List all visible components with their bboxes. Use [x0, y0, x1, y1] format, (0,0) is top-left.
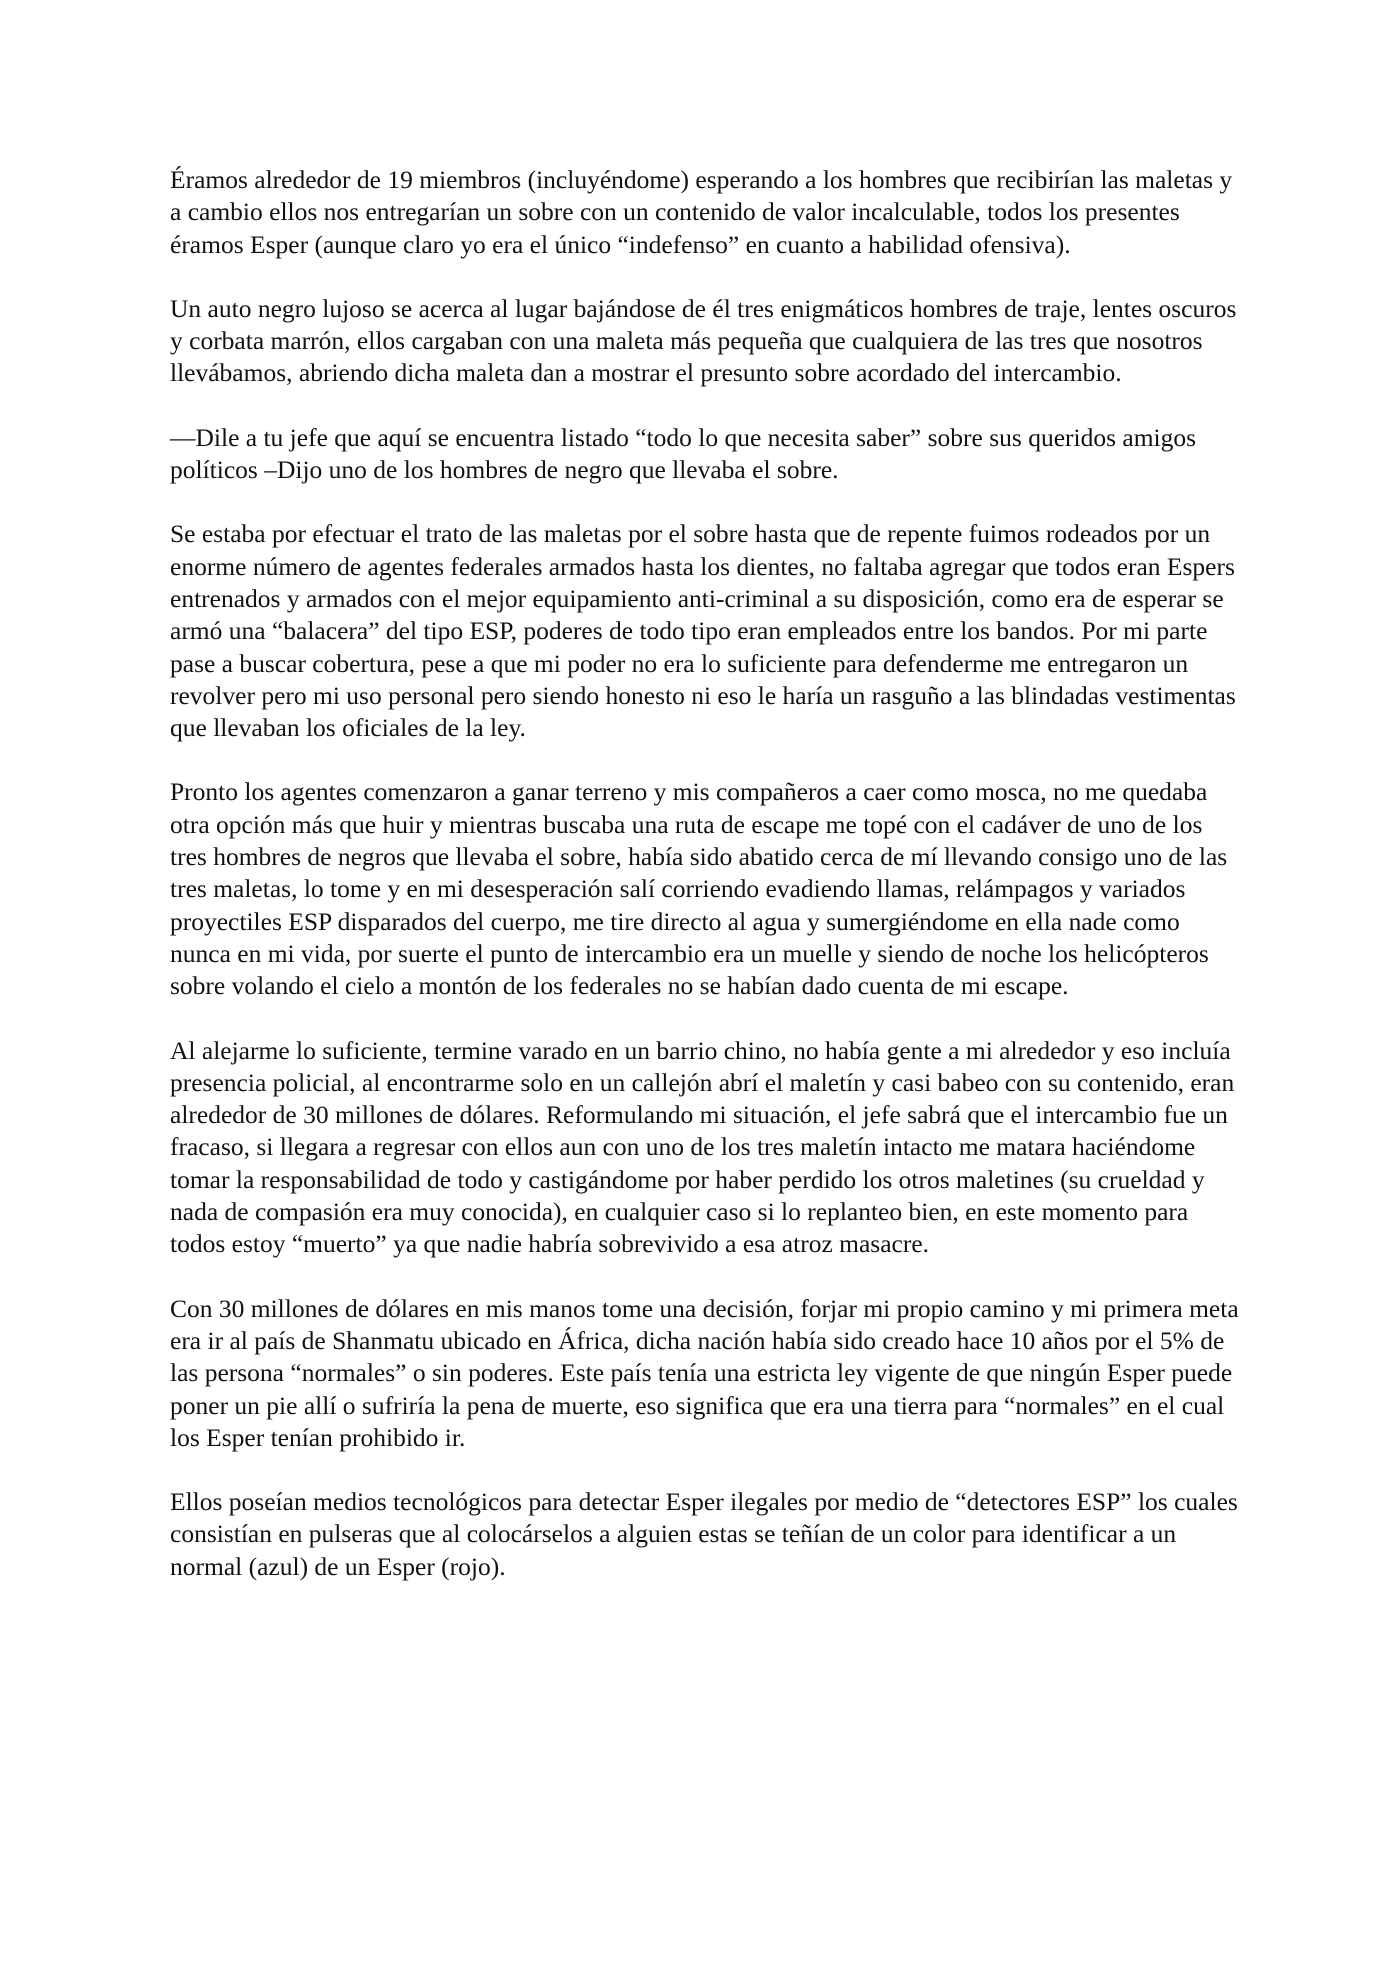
paragraph-5: Pronto los agentes comenzaron a ganar terreno y mis compañeros a caer como mosca, no me quedaba otra opción más que huir y mientras buscaba una ruta de escape me topé con el cadáver de uno de los tres hombres de negros que llevaba el sobre, había sido abatido cerca de mí llevando consigo uno de las tres maletas, lo tome y en mi desesperación salí corriendo evadiendo llamas, relámpagos y variados proyectiles ESP disparados del cuerpo, me tire directo al agua y sumergiéndome en ella nade como nunca en mi vida, por suerte el punto de intercambio era un muelle y siendo de noche los helicópteros sobre volando el cielo a montón de los federales no se habían dado cuenta de mi escape. — [170, 777, 1228, 1001]
document-body — [170, 164, 1240, 1615]
paragraph-8: Ellos poseían medios tecnológicos para detectar Esper ilegales por medio de “detectores ESP” los cuales consistían en pulseras que al colocárselos a alguien estas se teñían de un color para identificar a un normal (azul) de un Esper (rojo). — [170, 1487, 1238, 1581]
paragraph-3-dialogue: —Dile a tu jefe que aquí se encuentra listado “todo lo que necesita saber” sobre sus queridos amigos políticos –Dijo uno de los hombres de negro que llevaba el sobre. — [170, 422, 1197, 485]
paragraph-4: Se estaba por efectuar el trato de las maletas por el sobre hasta que de repente fuimos rodeados por un enorme número de agentes federales armados hasta los dientes, no faltaba agregar que todos eran Espers entrenados y armados con el mejor equipamiento anti-criminal a su disposición, como era de esperar se armó una “balacera” del tipo ESP, poderes de todo tipo eran empleados entre los bandos. Por mi parte pase a buscar cobertura, pese a que mi poder no era lo suficiente para defenderme me entregaron un revolver pero mi uso personal pero siendo honesto ni eso le haría un rasguño a las blindadas vestimentas que llevaban los oficiales de la ley. — [170, 519, 1236, 743]
paragraph-2: Un auto negro lujoso se acerca al lugar bajándose de él tres enigmáticos hombres de traje, lentes oscuros y corbata marrón, ellos cargaban con una maleta más pequeña que cualquiera de las tres que nosotros llevábamos, abriendo dicha maleta dan a mostrar el presunto sobre acordado del intercambio. — [170, 293, 1237, 388]
paragraph-6: Al alejarme lo suficiente, termine varado en un barrio chino, no había gente a mi alrededor y eso incluía presencia policial, al encontrarme solo en un callejón abrí el maletín y casi babeo con su contenido, eran alrededor de 30 millones de dólares. Reformulando mi situación, el jefe sabrá que el intercambio fue un fracaso, si llegara a regresar con ellos aun con uno de los tres maletín intacto me matara haciéndome tomar la responsabilidad de todo y castigándome por haber perdido los otros maletines (su crueldad y nada de compasión era muy conocida), en cualquier caso si lo replanteo bien, en este momento para todos estoy “muerto” ya que nadie habría sobrevivido a esa atroz masacre. — [170, 1035, 1235, 1259]
paragraph-1: Éramos alrededor de 19 miembros (incluyéndome) esperando a los hombres que recibirían las maletas y a cambio ellos nos entregarían un sobre con un contenido de valor incalculable, todos los presentes éramos Esper (aunque claro yo era el único “indefenso” en cuanto a habilidad ofensiva). — [170, 165, 1233, 259]
paragraph-7: Con 30 millones de dólares en mis manos tome una decisión, forjar mi propio camino y mi primera meta era ir al país de Shanmatu ubicado en África, dicha nación había sido creado hace 10 años por el 5% de las persona “normales” o sin poderes. Este país tenía una estricta ley vigente de que ningún Esper puede poner un pie allí o sufriría la pena de muerte, eso significa que era una tierra para “normales” en el cual los Esper tenían prohibido ir. — [170, 1293, 1239, 1452]
